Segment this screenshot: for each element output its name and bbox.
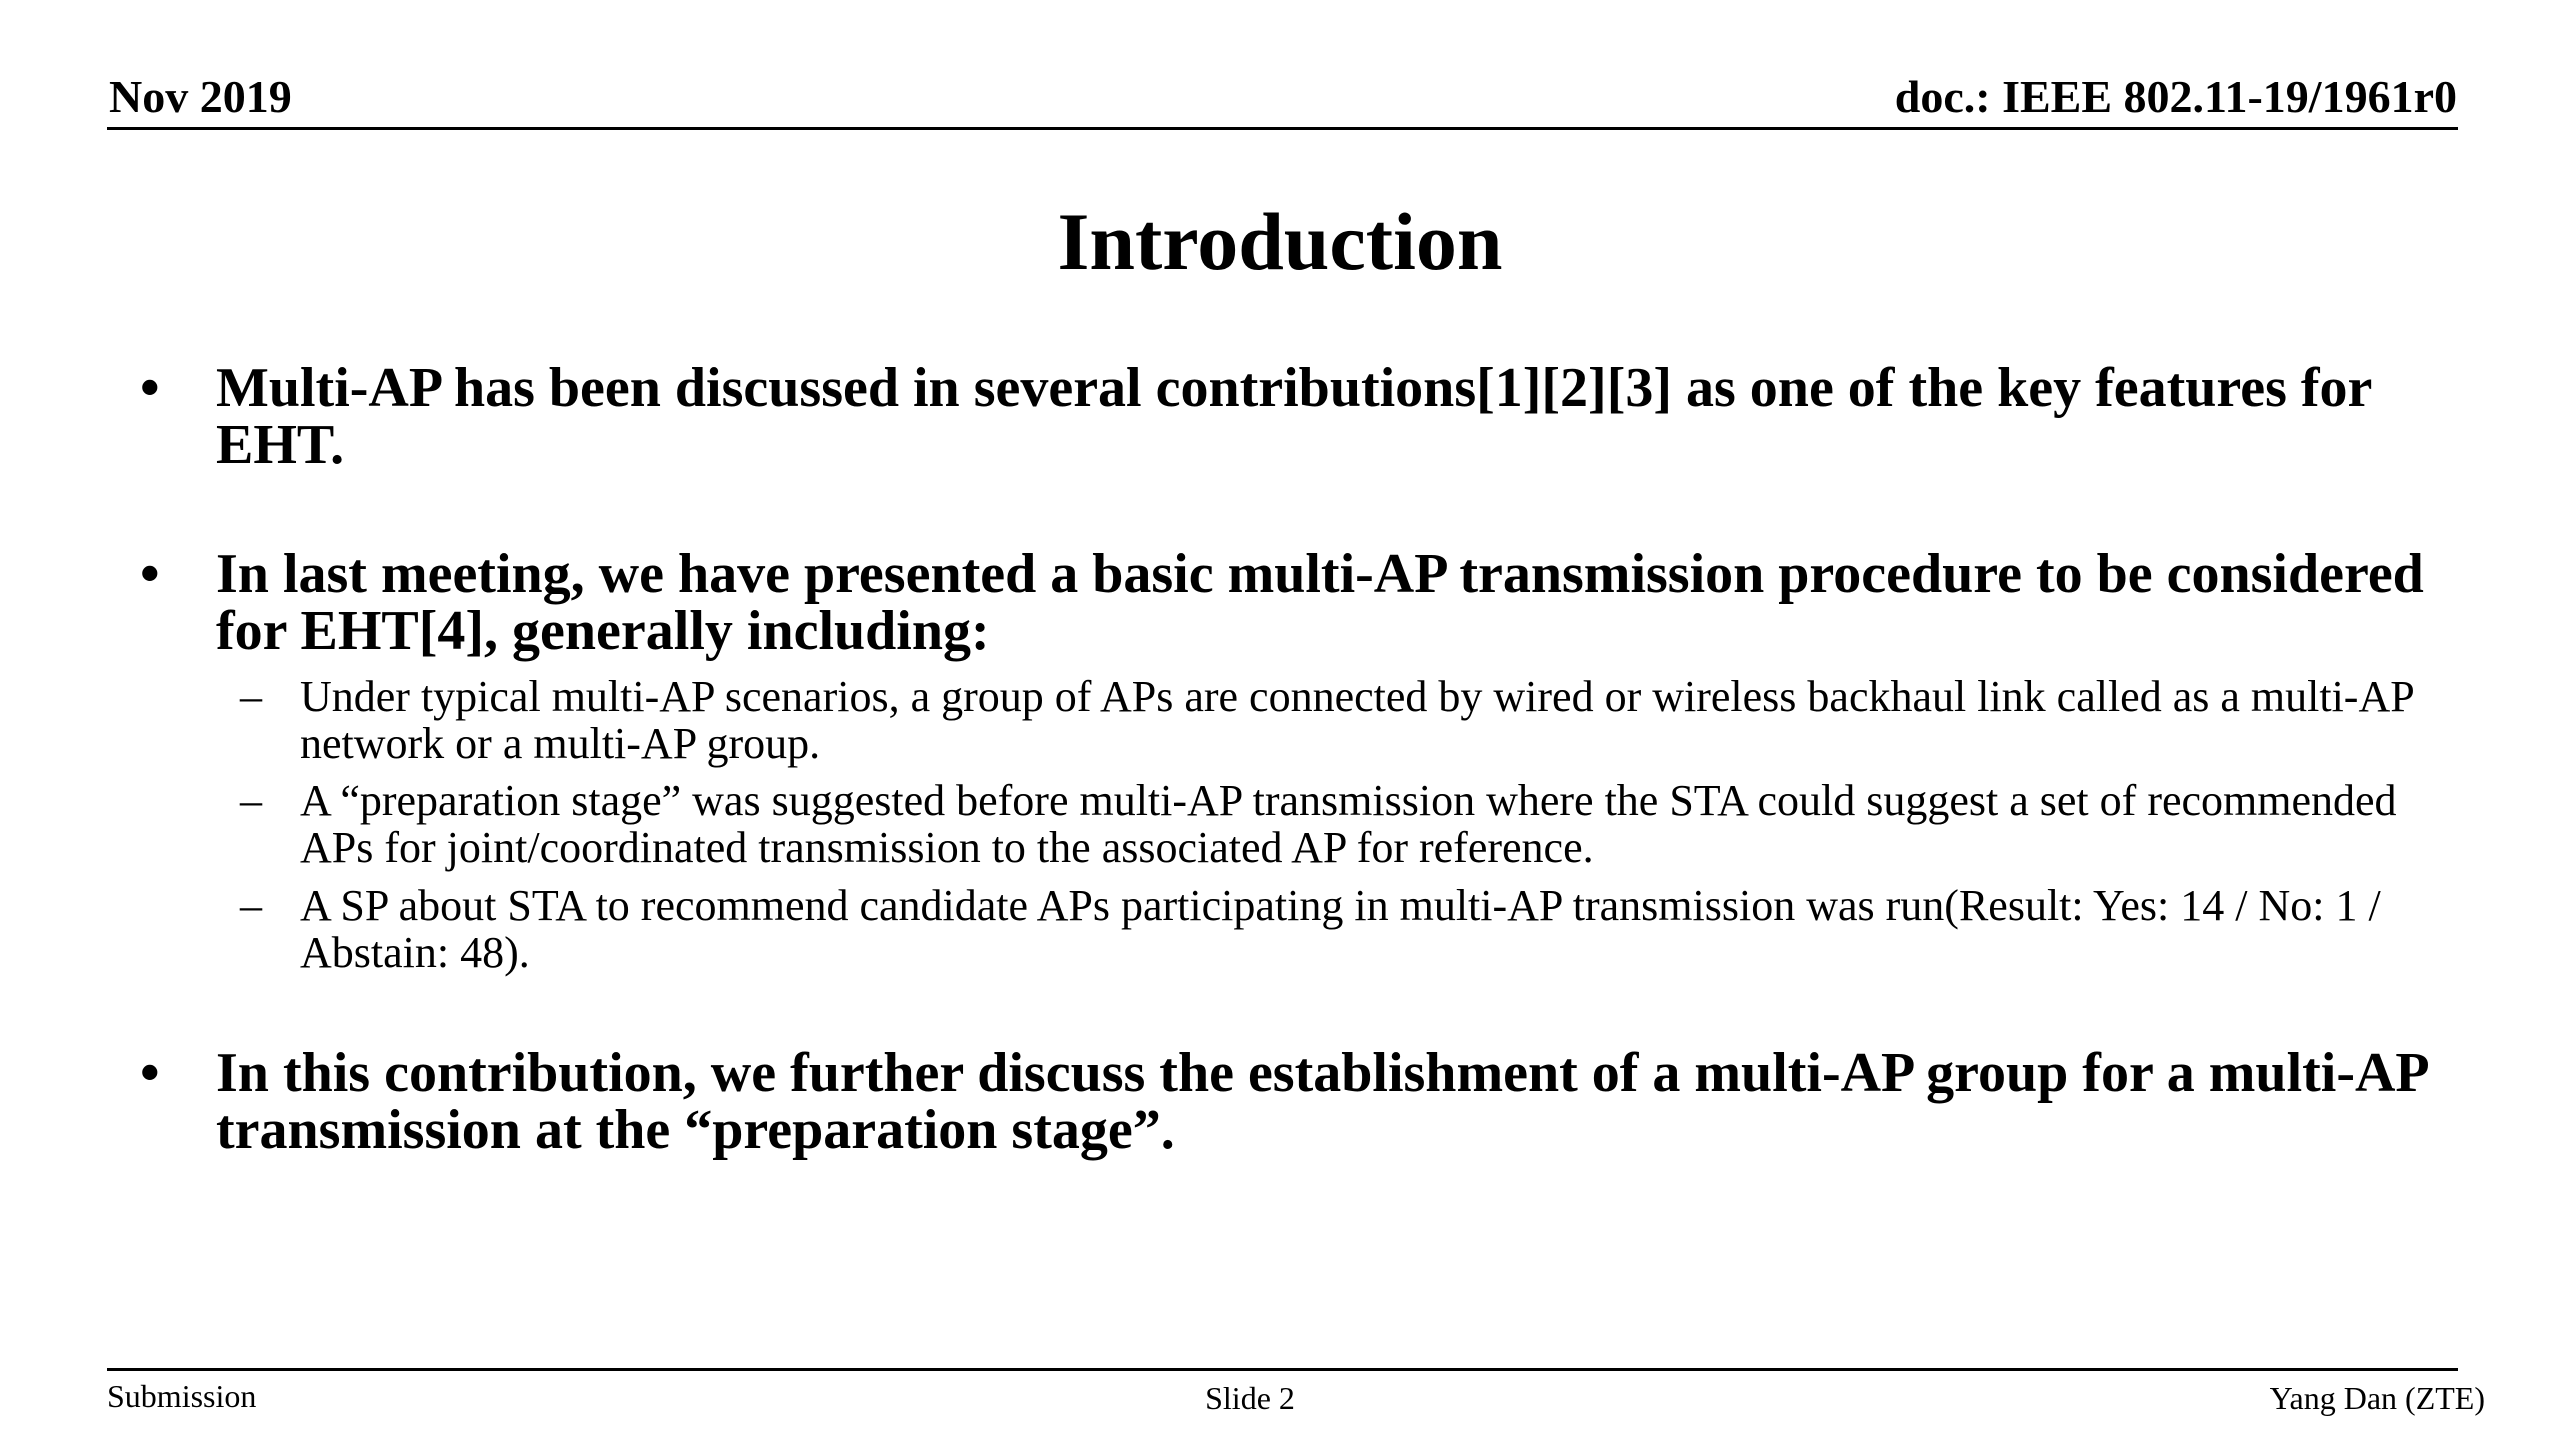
bullet-mark: • xyxy=(140,357,160,419)
bullet-mark: • xyxy=(140,1042,160,1104)
bullet-item xyxy=(140,543,2470,662)
footer-submission: Submission xyxy=(107,1378,257,1414)
footer-author: Yang Dan (ZTE) xyxy=(2269,1380,2485,1416)
sub-bullet-mark: – xyxy=(240,776,262,825)
header-doc-id: doc.: IEEE 802.11-19/1961r0 xyxy=(1894,71,2457,122)
sub-bullet-mark: – xyxy=(240,672,262,721)
sub-bullet-text: Under typical multi-AP scenarios, a group of APs are connected by wired or wireless backhaul link called as a multi-AP network or a multi-AP group. xyxy=(300,672,2414,768)
header-date: Nov 2019 xyxy=(109,71,292,122)
sub-bullet-item xyxy=(240,777,2470,871)
sub-bullet-item xyxy=(240,882,2470,976)
bullet-mark: • xyxy=(140,543,160,605)
bullet-text: Multi-AP has been discussed in several contributions[1][2][3] as one of the key features for EHT. xyxy=(216,357,2372,476)
bullet-item xyxy=(140,357,2470,476)
sub-bullet-mark: – xyxy=(240,881,262,930)
sub-bullet-text: A “preparation stage” was suggested before multi-AP transmission where the STA could suggest a set of recommended APs for joint/coordinated transmission to the associated AP for reference. xyxy=(300,776,2397,872)
bullet-text: In last meeting, we have presented a basic multi-AP transmission procedure to be considered for EHT[4], generally including: xyxy=(216,543,2424,662)
bullet-text: In this contribution, we further discuss the establishment of a multi-AP group for a multi-AP transmission at the “preparation stage”. xyxy=(216,1042,2427,1161)
bullet-item xyxy=(140,1042,2470,1161)
footer-divider xyxy=(107,1368,2458,1371)
sub-bullet-text: A SP about STA to recommend candidate APs participating in multi-AP transmission was run(Result: Yes: 14 / No: 1 / Abstain: 48). xyxy=(300,881,2381,977)
sub-bullet-item xyxy=(240,673,2470,767)
slide-title: Introduction xyxy=(1057,196,1503,287)
footer-slide-number: Slide 2 xyxy=(1205,1380,1295,1416)
